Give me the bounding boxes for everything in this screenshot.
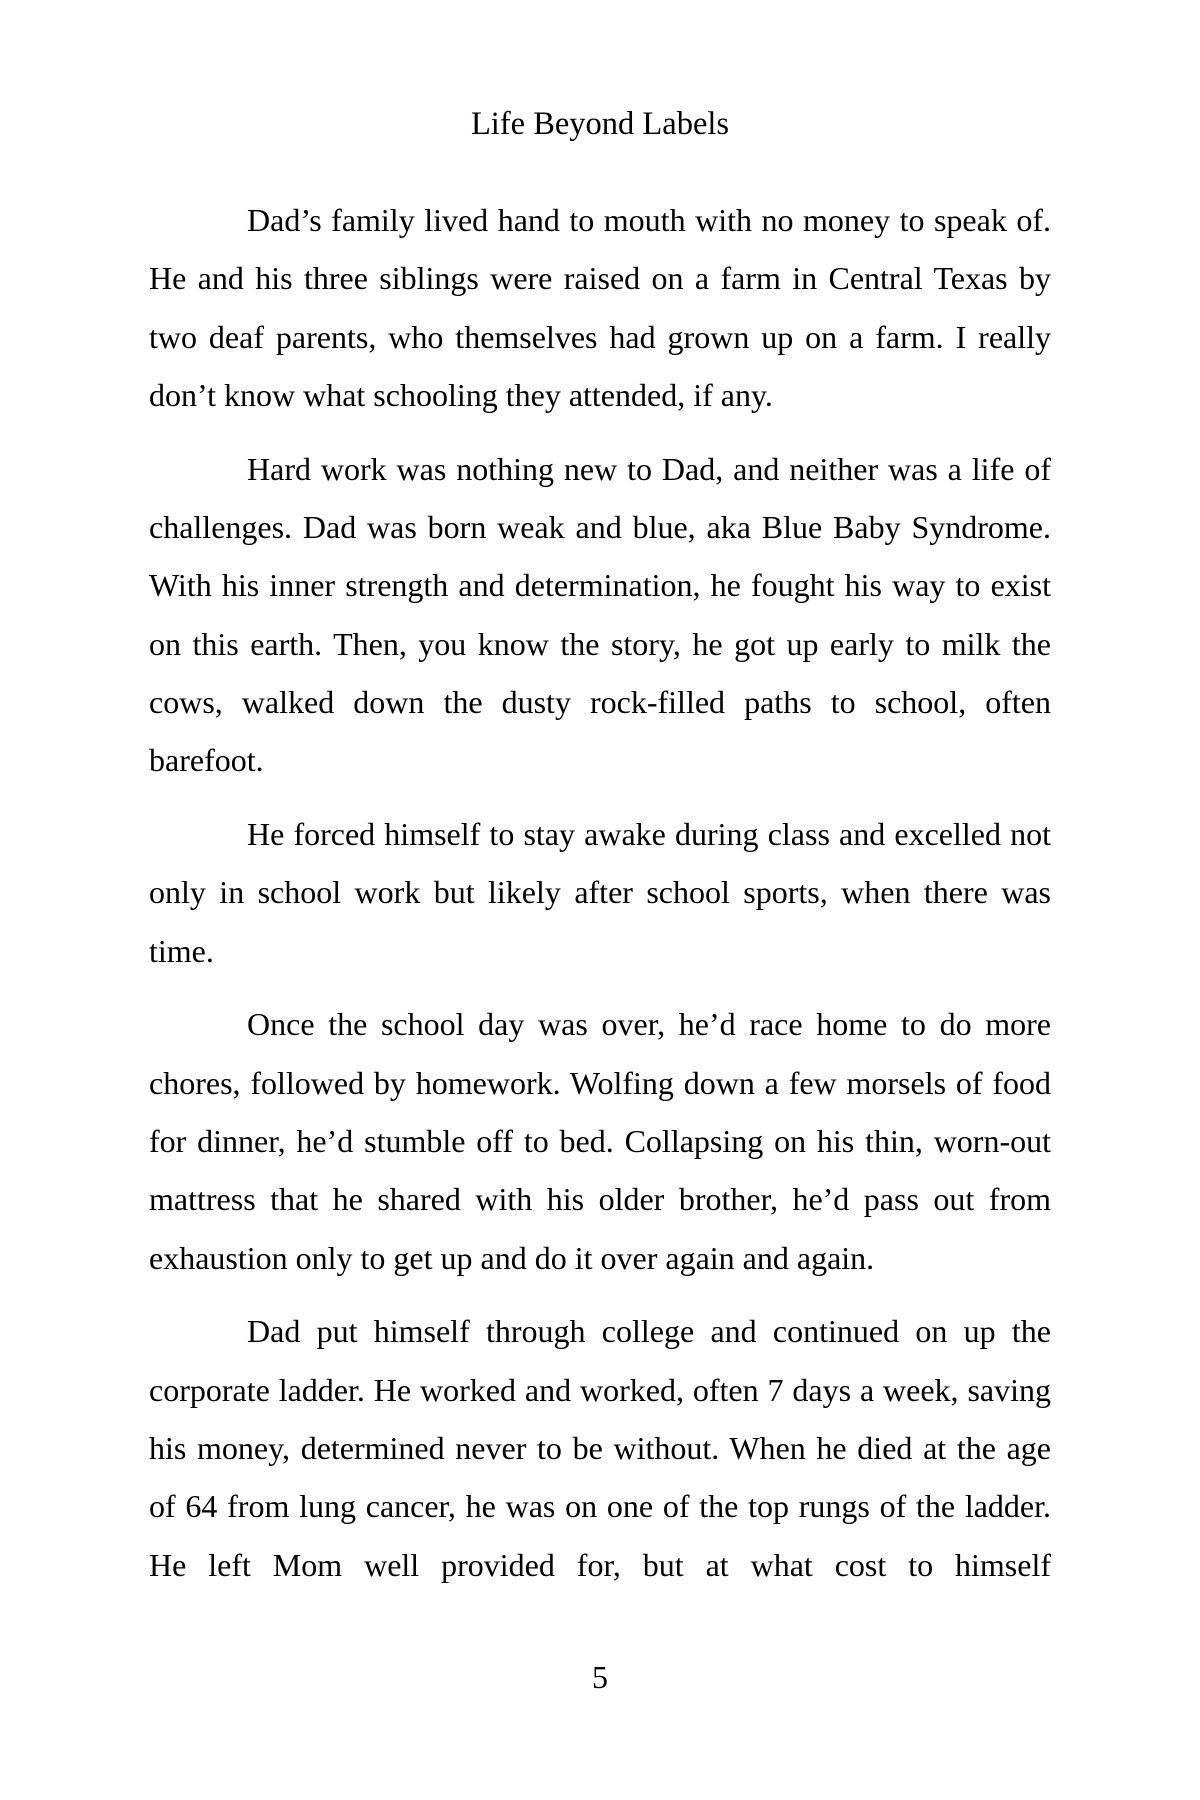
- body-text: [149, 191, 1051, 1609]
- paragraph: He forced himself to stay awake during class and excelled not only in school work but likely after school sports, when there was time.: [149, 815, 1051, 969]
- paragraph-continued: Dad put himself through college and continued on up the corporate ladder. He worked and worked, often 7 days a week, saving his money, determined never to be without. When he died at the age of 64 from lung cancer, he was on one of the top rungs of the ladder. He left Mom well provided for, but at what cost to himself: [149, 1313, 1051, 1583]
- paragraph: Dad’s family lived hand to mouth with no money to speak of. He and his three siblings were raised on a farm in Central Texas by two deaf parents, who themselves had grown up on a farm. I really don’t know what schooling they attended, if any.: [149, 202, 1051, 413]
- running-header-title: Life Beyond Labels: [470, 106, 730, 142]
- paragraph: Hard work was nothing new to Dad, and neither was a life of challenges. Dad was born weak and blue, aka Blue Baby Syndrome. With his inner strength and determination, he fought his way to exist on this earth. Then, you know the story, he got up early to milk the cows, walked down the dusty rock-filled paths to school, often barefoot.: [149, 450, 1051, 779]
- page-number: 5: [592, 1659, 608, 1695]
- paragraph: Once the school day was over, he’d race home to do more chores, followed by homework. Wolfing down a few morsels of food for dinner, he’d stumble off to bed. Collapsing on his thin, worn-out mattress that he shared with his older brother, he’d pass out from exhaustion only to get up and do it over again and again.: [149, 1006, 1051, 1276]
